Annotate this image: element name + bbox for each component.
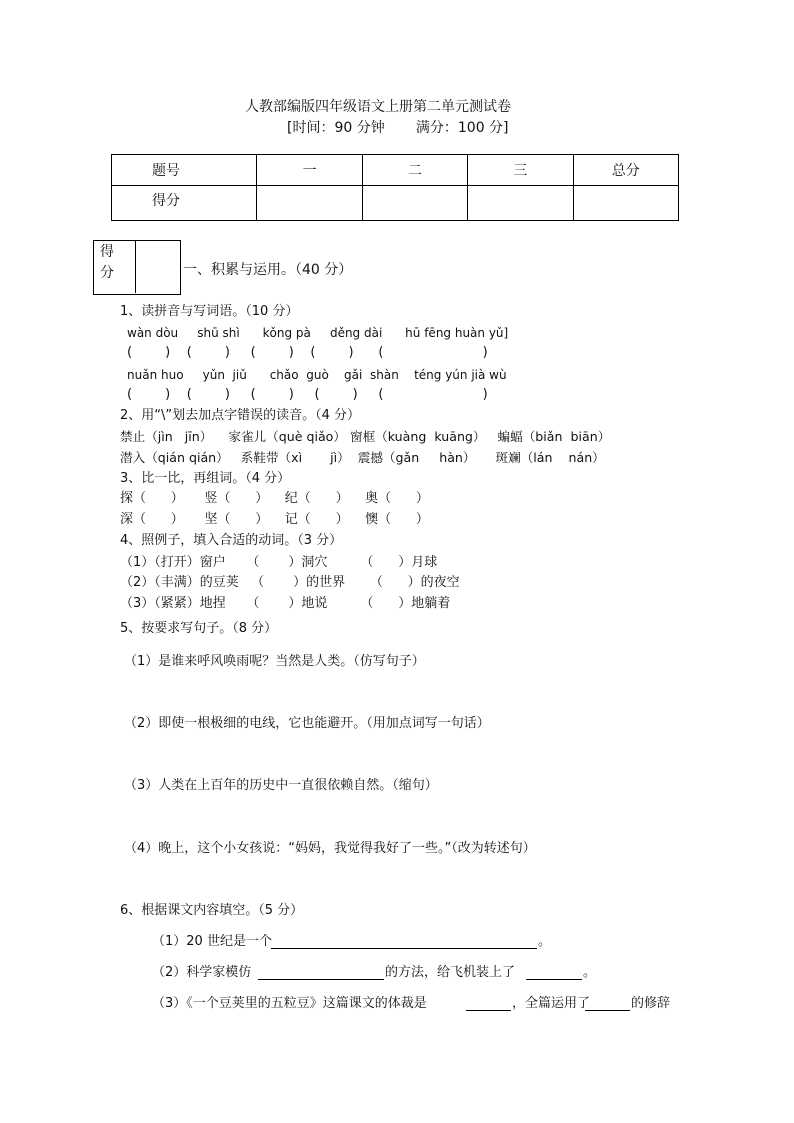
score-table-header-cell: 三 bbox=[468, 155, 573, 186]
section-score-label-top: 得 bbox=[100, 244, 114, 260]
fill-blank-text: 。 bbox=[583, 965, 597, 980]
word-compare-row[interactable]: 探（ ） 竖（ ） 纪（ ） 奥（ ） bbox=[120, 491, 429, 506]
fill-blank-text: ，全篇运用了 bbox=[512, 996, 591, 1011]
sentence-task: （3）人类在上百年的历史中一直很依赖自然。（缩句） bbox=[124, 778, 438, 793]
fill-blank-text: （2）科学家模仿 bbox=[152, 965, 252, 980]
score-table bbox=[111, 154, 679, 221]
score-input-cell[interactable] bbox=[468, 186, 573, 221]
score-table-header-cell: 总分 bbox=[573, 155, 678, 186]
word-compare-row[interactable]: 深（ ） 坚（ ） 记（ ） 懊（ ） bbox=[120, 512, 429, 527]
pronunciation-row: 潜入（qián qián） 系鞋带（xì jì） 震撼（gǎn hàn） 斑斓（lán nán） bbox=[120, 450, 605, 465]
fill-blank-text: （1）20 世纪是一个 bbox=[152, 934, 272, 949]
score-table-score-row bbox=[112, 186, 679, 221]
question-4-title: 4、照例子，填入合适的动词。（3 分） bbox=[120, 533, 343, 548]
score-row-label: 得分 bbox=[112, 186, 257, 221]
section-score-divider bbox=[135, 240, 136, 293]
pinyin-row: nuǎn huo yǔn jiǔ chǎo guò gǎi shàn téng yún jià wù bbox=[127, 368, 507, 382]
score-table-header-cell: 题号 bbox=[112, 155, 257, 186]
fill-blank-text: （3）《一个豆荚里的五粒豆》这篇课文的体裁是 bbox=[152, 996, 427, 1011]
answer-paren-row[interactable]: ( ) ( ) ( ) ( ) ( ) bbox=[127, 387, 488, 402]
question-1-title: 1、读拼音与写词语。（10 分） bbox=[120, 304, 299, 319]
verb-fill-row[interactable]: （1）（打开）窗户 （ ）洞穴 （ ）月球 bbox=[120, 555, 438, 570]
page-title: 人教部编版四年级语文上册第二单元测试卷 bbox=[245, 99, 511, 115]
score-input-cell[interactable] bbox=[257, 186, 362, 221]
question-3-title: 3、比一比，再组词。（4 分） bbox=[120, 471, 291, 486]
verb-fill-row[interactable]: （3）（紧紧）地捏 （ ）地说 （ ）地躺着 bbox=[120, 596, 451, 611]
answer-paren-row[interactable]: ( ) ( ) ( ) ( ) ( ) bbox=[127, 345, 488, 360]
question-5-title: 5、按要求写句子。（8 分） bbox=[120, 621, 278, 636]
fill-blank-text: 的修辞 bbox=[631, 996, 671, 1011]
score-table-header-row bbox=[112, 155, 679, 186]
verb-fill-row[interactable]: （2）（丰满）的豆荚 （ ）的世界 （ ）的夜空 bbox=[120, 575, 460, 590]
score-table-header-cell: 一 bbox=[257, 155, 362, 186]
sentence-task: （1）是谁来呼风唤雨呢？当然是人类。（仿写句子） bbox=[124, 654, 425, 669]
pinyin-row: wàn dòu shū shì kǒng pà děng dài hū fēng huàn yǔ] bbox=[127, 326, 509, 340]
question-2-title: 2、用“\”划去加点字错误的读音。（4 分） bbox=[120, 408, 361, 423]
fill-blank-line[interactable] bbox=[258, 979, 384, 980]
score-table-header-cell: 二 bbox=[362, 155, 467, 186]
fill-blank-text: 。 bbox=[538, 934, 552, 949]
fill-blank-line[interactable] bbox=[271, 948, 537, 949]
sentence-task: （4）晚上，这个小女孩说：“妈妈，我觉得我好了一些。”（改为转述句） bbox=[124, 841, 536, 856]
fill-blank-text: 的方法，给飞机装上了 bbox=[385, 965, 516, 980]
page-subtitle: [时间：90 分钟 满分：100 分] bbox=[287, 120, 509, 136]
fill-blank-line[interactable] bbox=[526, 979, 582, 980]
question-6-title: 6、根据课文内容填空。（5 分） bbox=[120, 903, 304, 918]
fill-blank-line[interactable] bbox=[466, 1010, 511, 1011]
fill-blank-line[interactable] bbox=[585, 1010, 630, 1011]
section-score-label-bottom: 分 bbox=[100, 265, 114, 281]
score-input-cell[interactable] bbox=[573, 186, 678, 221]
section-title: 一、积累与运用。（40 分） bbox=[183, 262, 353, 278]
score-input-cell[interactable] bbox=[362, 186, 467, 221]
sentence-task: （2）即使一根极细的电线，它也能避开。（用加点词写一句话） bbox=[124, 716, 490, 731]
pronunciation-row: 禁止（jìn jīn） 家雀儿（què qiǎo） 窗框（kuàng kuāng） 蝙蝠（biǎn biān） bbox=[120, 429, 611, 444]
